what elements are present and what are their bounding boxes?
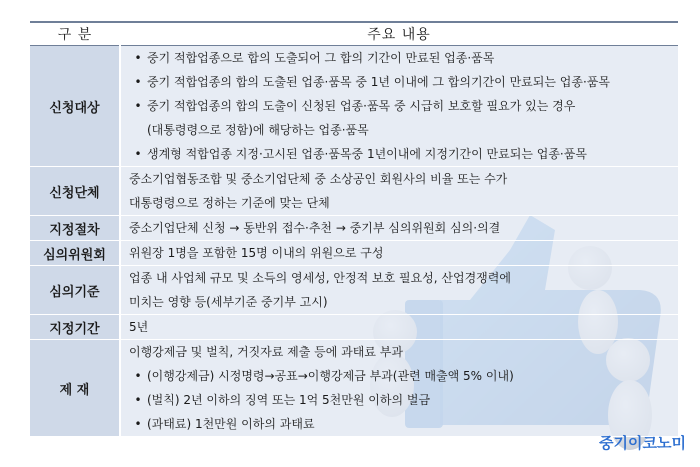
content-line: 중소기업협동조합 및 중소기업단체 중 소상공인 회원사의 비율 또는 수가 [129,172,508,186]
table-row-review-committee [30,241,678,266]
table-row-review-criteria [30,266,678,315]
row-content [120,340,678,437]
content-line: 위원장 1명을 포함한 15명 이내의 위원으로 구성 [129,246,384,260]
header-content: 주요 내용 [120,22,678,46]
list-item: • (벌칙) 2년 이하의 징역 또는 1억 5천만원 이하의 벌금 [134,393,431,407]
list-item: • (이행강제금) 시정명령→공표→이행강제금 부과(관련 매출액 5% 이내) [134,369,514,383]
list-item: • 중기 적합업종의 합의 도출된 업종·품목 중 1년 이내에 그 합의기간이 만료되는 업종·품목 [134,75,610,89]
row-label: 지정기간 [30,315,120,340]
header-category: 구 분 [30,22,120,46]
table-row-designation-period [30,315,678,340]
list-item: • 생계형 적합업종 지정·고시된 업종·품목중 1년이내에 지정기간이 만료되는 업종·품목 [134,147,587,161]
table-row-applicant-org [30,167,678,216]
table-row-sanctions [30,340,678,437]
table-row-designation-procedure [30,216,678,241]
content-line: 대통령령으로 정하는 기준에 맞는 단체 [129,196,330,210]
policy-table [30,21,678,437]
content-line: 이행강제금 및 벌칙, 거짓자료 제출 등에 과태료 부과 [129,345,403,359]
content-line: 중소기업단체 신청 → 동반위 접수·추천 → 중기부 심의위원회 심의·의결 [129,221,501,235]
row-content [120,315,678,340]
list-item-continuation: (대통령령으로 정함)에 해당하는 업종·품목 [147,123,369,137]
list-item: • (과태료) 1천만원 이하의 과태료 [134,417,315,431]
row-label: 신청단체 [30,167,120,216]
row-label: 제 재 [30,340,120,437]
row-content [120,241,678,266]
row-label: 심의위원회 [30,241,120,266]
list-item: • 중기 적합업종의 합의 도출이 신청된 업종·품목 중 시급히 보호할 필요가 있는 경우 [134,99,576,113]
row-label: 신청대상 [30,46,120,167]
publisher-watermark: 중기이코노미 [599,434,686,452]
row-content [120,216,678,241]
list-item: • 중기 적합업종으로 합의 도출되어 그 합의 기간이 만료된 업종·품목 [134,51,495,65]
row-label: 지정절차 [30,216,120,241]
row-content [120,266,678,315]
row-content [120,167,678,216]
content-line: 5년 [129,320,149,334]
row-content [120,46,678,167]
table-row-application-target [30,46,678,167]
content-line: 미치는 영향 등(세부기준 중기부 고시) [129,295,328,309]
content-line: 업종 내 사업체 규모 및 소득의 영세성, 안정적 보호 필요성, 산업경쟁력에 [129,271,511,285]
row-label: 심의기준 [30,266,120,315]
table-header-row [30,22,678,46]
